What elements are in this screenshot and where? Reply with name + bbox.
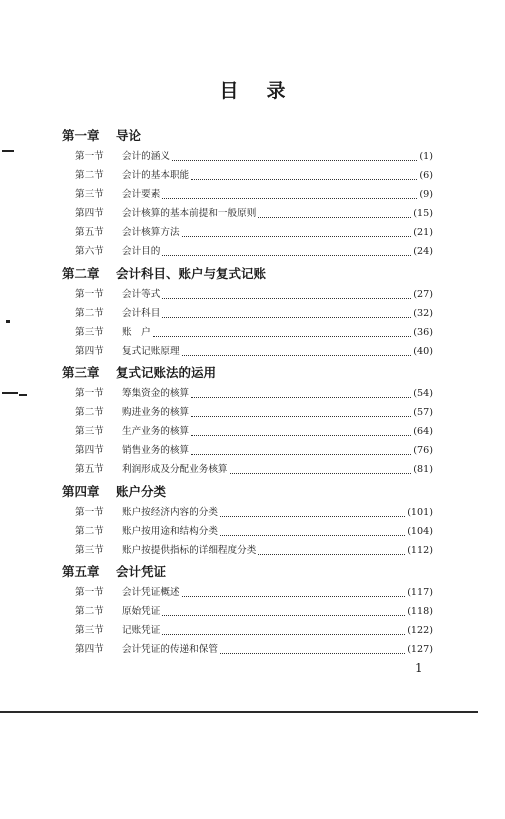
page-number: 1 bbox=[415, 661, 423, 675]
dot-leader bbox=[182, 588, 406, 597]
section-title: 生产业务的核算 bbox=[122, 426, 190, 437]
section-page: (24) bbox=[413, 246, 433, 257]
section-title: 账户按用途和结构分类 bbox=[122, 526, 218, 537]
section-number: 第五节 bbox=[75, 227, 104, 238]
section-number: 第二节 bbox=[75, 606, 104, 617]
section-page: (104) bbox=[407, 526, 433, 537]
chapter-title: 账户分类 bbox=[116, 484, 167, 499]
toc-entry[interactable] bbox=[75, 385, 433, 401]
chapter-title: 会计凭证 bbox=[116, 564, 167, 579]
dot-leader bbox=[258, 209, 411, 218]
page-title bbox=[0, 76, 505, 103]
section-number: 第一节 bbox=[75, 289, 104, 300]
section-title: 会计核算的基本前提和一般原则 bbox=[122, 208, 257, 219]
dot-leader bbox=[191, 389, 411, 398]
scan-mark bbox=[2, 150, 14, 152]
chapter-title: 会计科目、账户与复式记账 bbox=[116, 266, 267, 281]
section-title: 会计凭证概述 bbox=[122, 587, 180, 598]
section-title: 会计的涵义 bbox=[122, 151, 170, 162]
toc-entry[interactable] bbox=[75, 243, 433, 259]
toc-entry[interactable] bbox=[75, 404, 433, 420]
section-page: (117) bbox=[407, 587, 433, 598]
section-page: (64) bbox=[413, 426, 433, 437]
section-number: 第一节 bbox=[75, 587, 104, 598]
section-page: (81) bbox=[413, 464, 433, 475]
dot-leader bbox=[220, 527, 405, 536]
bottom-rule bbox=[0, 711, 478, 713]
dot-leader bbox=[191, 171, 417, 180]
section-title: 账户按提供指标的详细程度分类 bbox=[122, 545, 257, 556]
chapter-heading[interactable] bbox=[62, 264, 266, 282]
section-title: 购进业务的核算 bbox=[122, 407, 190, 418]
scan-mark bbox=[6, 320, 10, 323]
chapter-number: 第四章 bbox=[62, 484, 100, 499]
toc-entry[interactable] bbox=[75, 641, 433, 657]
section-number: 第五节 bbox=[75, 464, 104, 475]
dot-leader bbox=[162, 607, 405, 616]
section-page: (32) bbox=[413, 308, 433, 319]
section-page: (76) bbox=[413, 445, 433, 456]
toc-entry[interactable] bbox=[75, 461, 433, 477]
dot-leader bbox=[230, 465, 412, 474]
section-page: (101) bbox=[407, 507, 433, 518]
dot-leader bbox=[220, 645, 405, 654]
section-title: 销售业务的核算 bbox=[122, 445, 190, 456]
toc-entry[interactable] bbox=[75, 305, 433, 321]
section-number: 第二节 bbox=[75, 407, 104, 418]
section-page: (112) bbox=[407, 545, 433, 556]
section-title: 筹集资金的核算 bbox=[122, 388, 190, 399]
section-number: 第三节 bbox=[75, 189, 104, 200]
section-page: (122) bbox=[407, 625, 433, 636]
dot-leader bbox=[162, 247, 411, 256]
dot-leader bbox=[162, 190, 417, 199]
toc-entry[interactable] bbox=[75, 504, 433, 520]
toc-entry[interactable] bbox=[75, 523, 433, 539]
chapter-number: 第二章 bbox=[62, 266, 100, 281]
section-page: (15) bbox=[413, 208, 433, 219]
section-title: 账 户 bbox=[122, 327, 151, 338]
toc-entry[interactable] bbox=[75, 186, 433, 202]
section-number: 第一节 bbox=[75, 507, 104, 518]
section-page: (6) bbox=[419, 170, 433, 181]
dot-leader bbox=[258, 546, 405, 555]
toc-entry[interactable] bbox=[75, 324, 433, 340]
chapter-number: 第一章 bbox=[62, 128, 100, 143]
title-char-2: 录 bbox=[266, 80, 286, 102]
chapter-heading[interactable] bbox=[62, 363, 216, 381]
dot-leader bbox=[191, 446, 411, 455]
section-title: 会计的基本职能 bbox=[122, 170, 190, 181]
section-page: (57) bbox=[413, 407, 433, 418]
section-number: 第六节 bbox=[75, 246, 104, 257]
chapter-number: 第三章 bbox=[62, 365, 100, 380]
toc-entry[interactable] bbox=[75, 423, 433, 439]
chapter-title: 复式记账法的运用 bbox=[116, 365, 217, 380]
section-number: 第二节 bbox=[75, 170, 104, 181]
dot-leader bbox=[162, 290, 411, 299]
chapter-title: 导论 bbox=[116, 128, 142, 143]
dot-leader bbox=[220, 508, 405, 517]
section-page: (127) bbox=[407, 644, 433, 655]
toc-entry[interactable] bbox=[75, 343, 433, 359]
section-page: (40) bbox=[413, 346, 433, 357]
section-page: (1) bbox=[419, 151, 433, 162]
dot-leader bbox=[172, 152, 417, 161]
dot-leader bbox=[153, 328, 412, 337]
section-title: 复式记账原理 bbox=[122, 346, 180, 357]
scan-mark bbox=[2, 392, 18, 394]
section-page: (9) bbox=[419, 189, 433, 200]
section-title: 利润形成及分配业务核算 bbox=[122, 464, 228, 475]
section-title: 会计目的 bbox=[122, 246, 161, 257]
dot-leader bbox=[182, 228, 412, 237]
toc-entry[interactable] bbox=[75, 286, 433, 302]
section-number: 第一节 bbox=[75, 151, 104, 162]
section-number: 第三节 bbox=[75, 426, 104, 437]
section-number: 第一节 bbox=[75, 388, 104, 399]
toc-entry[interactable] bbox=[75, 584, 433, 600]
toc-entry[interactable] bbox=[75, 167, 433, 183]
dot-leader bbox=[191, 408, 411, 417]
chapter-heading[interactable] bbox=[62, 126, 141, 144]
dot-leader bbox=[182, 347, 412, 356]
section-title: 会计核算方法 bbox=[122, 227, 180, 238]
section-number: 第四节 bbox=[75, 644, 104, 655]
dot-leader bbox=[191, 427, 411, 436]
toc-entry[interactable] bbox=[75, 442, 433, 458]
dot-leader bbox=[162, 626, 405, 635]
section-number: 第二节 bbox=[75, 526, 104, 537]
chapter-heading[interactable] bbox=[62, 482, 166, 500]
chapter-heading[interactable] bbox=[62, 562, 166, 580]
section-page: (21) bbox=[413, 227, 433, 238]
section-number: 第三节 bbox=[75, 625, 104, 636]
section-title: 记账凭证 bbox=[122, 625, 161, 636]
title-char-1: 目 bbox=[219, 80, 239, 102]
section-title: 原始凭证 bbox=[122, 606, 161, 617]
section-title: 账户按经济内容的分类 bbox=[122, 507, 218, 518]
section-page: (36) bbox=[413, 327, 433, 338]
section-title: 会计科目 bbox=[122, 308, 161, 319]
section-number: 第四节 bbox=[75, 346, 104, 357]
section-title: 会计凭证的传递和保管 bbox=[122, 644, 218, 655]
toc-entry[interactable] bbox=[75, 603, 433, 619]
toc-entry[interactable] bbox=[75, 205, 433, 221]
section-page: (27) bbox=[413, 289, 433, 300]
toc-entry[interactable] bbox=[75, 148, 433, 164]
toc-entry[interactable] bbox=[75, 542, 433, 558]
section-number: 第四节 bbox=[75, 445, 104, 456]
section-number: 第三节 bbox=[75, 327, 104, 338]
toc-entry[interactable] bbox=[75, 224, 433, 240]
dot-leader bbox=[162, 309, 411, 318]
section-page: (118) bbox=[407, 606, 433, 617]
scan-mark bbox=[19, 394, 27, 396]
section-number: 第三节 bbox=[75, 545, 104, 556]
chapter-number: 第五章 bbox=[62, 564, 100, 579]
section-page: (54) bbox=[413, 388, 433, 399]
section-title: 会计要素 bbox=[122, 189, 161, 200]
toc-entry[interactable] bbox=[75, 622, 433, 638]
section-title: 会计等式 bbox=[122, 289, 161, 300]
section-number: 第二节 bbox=[75, 308, 104, 319]
section-number: 第四节 bbox=[75, 208, 104, 219]
